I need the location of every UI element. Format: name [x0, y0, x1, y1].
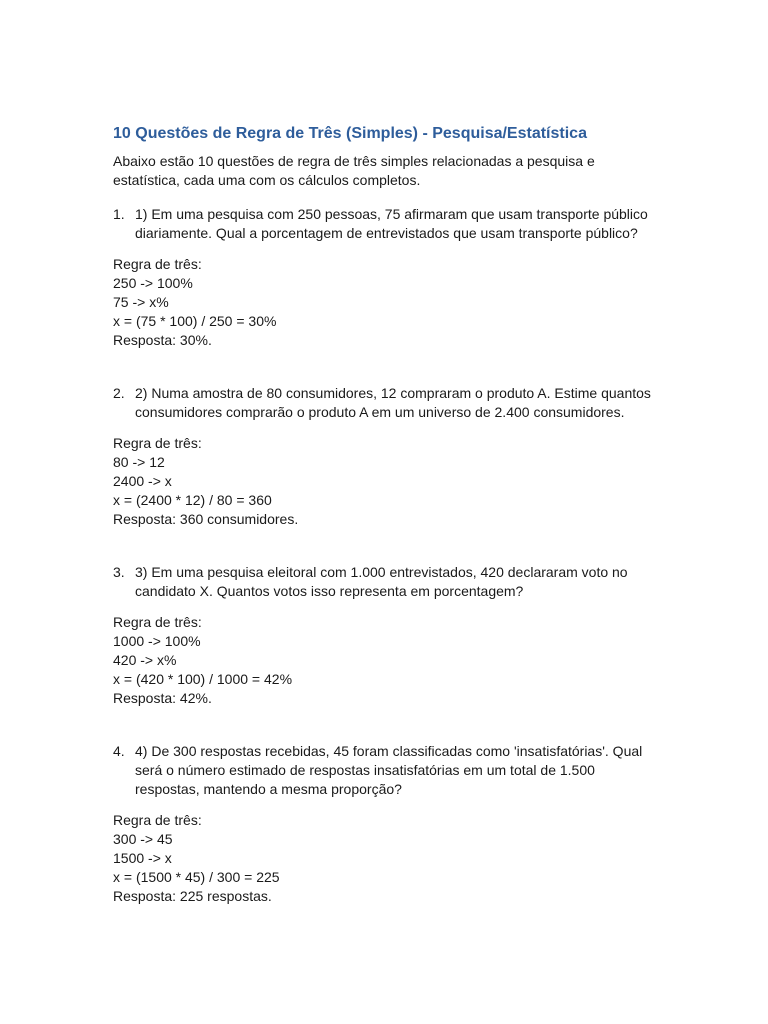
answer-line: Resposta: 225 respostas. [113, 888, 272, 904]
document-intro: Abaixo estão 10 questões de regra de três simples relacionadas a pesquisa e estatística, cada uma com os cálculos completos. [113, 153, 595, 188]
rule-label: Regra de três: [113, 812, 202, 828]
question-number: 2. [113, 385, 125, 401]
question-block [113, 205, 658, 350]
proportion-line: 80 -> 12 [113, 454, 165, 470]
question-number: 1. [113, 206, 125, 222]
proportion-line: 75 -> x% [113, 294, 169, 310]
question-text: 1) Em uma pesquisa com 250 pessoas, 75 afirmaram que usam transporte público diariamente. Qual a porcentagem de entrevistados que usam transporte público? [135, 206, 648, 241]
question-item [113, 384, 658, 422]
question-text: 3) Em uma pesquisa eleitoral com 1.000 entrevistados, 420 declararam voto no candidato X. Quantos votos isso representa em porcentagem? [135, 564, 628, 599]
question-text: 4) De 300 respostas recebidas, 45 foram classificadas como 'insatisfatórias'. Qual será o número estimado de respostas insatisfatórias em um total de 1.500 respostas, mantendo a mesma proporção? [135, 743, 643, 797]
question-item [113, 742, 658, 799]
answer-line: Resposta: 30%. [113, 332, 212, 348]
formula-line: x = (2400 * 12) / 80 = 360 [113, 492, 272, 508]
document-title: 10 Questões de Regra de Três (Simples) - Pesquisa/Estatística [113, 125, 587, 142]
proportion-line: 2400 -> x [113, 473, 172, 489]
formula-line: x = (420 * 100) / 1000 = 42% [113, 671, 293, 687]
question-number: 3. [113, 564, 125, 580]
rule-label: Regra de três: [113, 256, 202, 272]
proportion-line: 420 -> x% [113, 652, 177, 668]
document-page [113, 122, 658, 940]
question-number: 4. [113, 743, 125, 759]
question-block [113, 563, 658, 708]
calculation-block [113, 811, 658, 906]
proportion-line: 1500 -> x [113, 850, 172, 866]
question-block [113, 742, 658, 906]
proportion-line: 300 -> 45 [113, 831, 173, 847]
formula-line: x = (75 * 100) / 250 = 30% [113, 313, 277, 329]
formula-line: x = (1500 * 45) / 300 = 225 [113, 869, 280, 885]
question-item [113, 563, 658, 601]
calculation-block [113, 255, 658, 350]
question-block [113, 384, 658, 529]
answer-line: Resposta: 360 consumidores. [113, 511, 299, 527]
rule-label: Regra de três: [113, 435, 202, 451]
calculation-block [113, 434, 658, 529]
calculation-block [113, 613, 658, 708]
rule-label: Regra de três: [113, 614, 202, 630]
question-item [113, 205, 658, 243]
proportion-line: 1000 -> 100% [113, 633, 201, 649]
question-text: 2) Numa amostra de 80 consumidores, 12 compraram o produto A. Estime quantos consumidores comprarão o produto A em um universo de 2.400 consumidores. [135, 385, 651, 420]
proportion-line: 250 -> 100% [113, 275, 193, 291]
answer-line: Resposta: 42%. [113, 690, 212, 706]
